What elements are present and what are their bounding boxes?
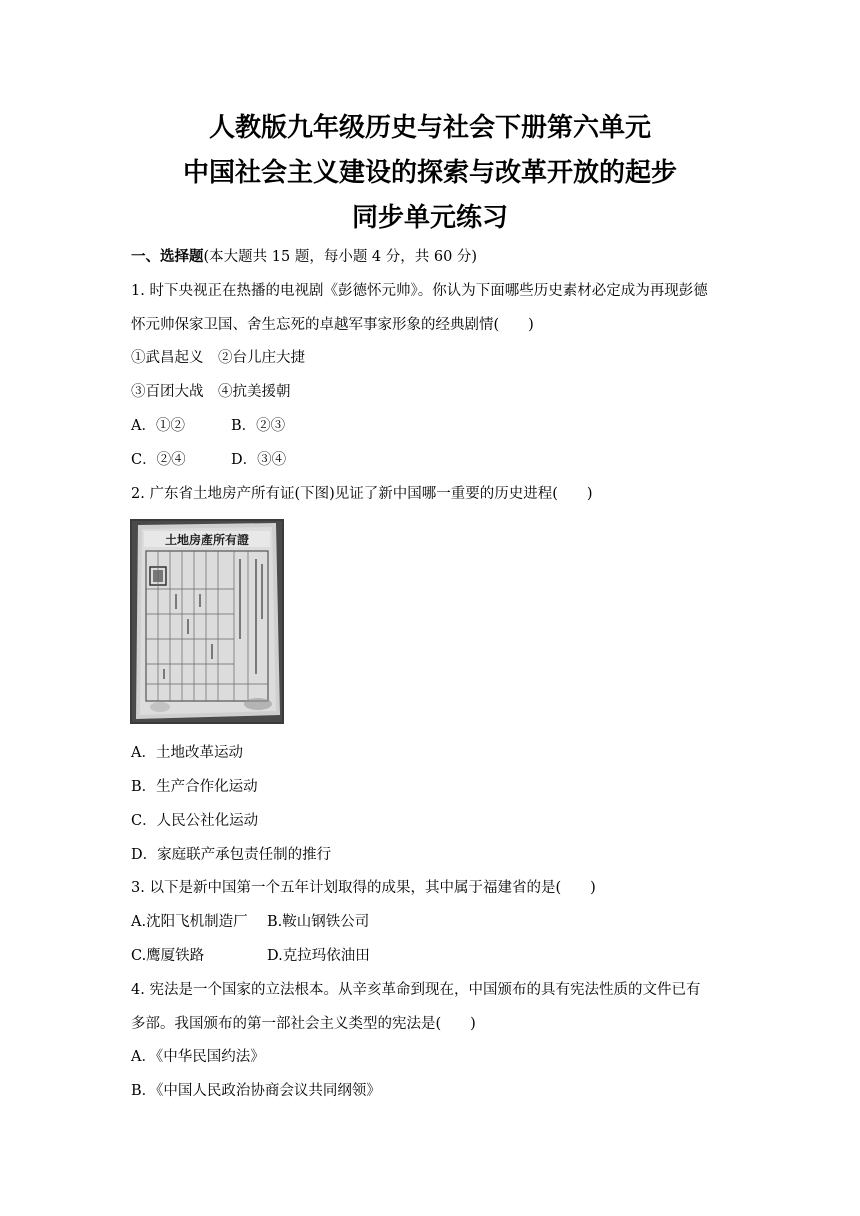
q2-option-c: C．人民公社化运动 [131, 813, 259, 829]
q4-option-b: B．《中国人民政治协商会议共同纲领》 [131, 1083, 381, 1099]
q3-option-b: B.鞍山钢铁公司 [267, 914, 370, 930]
q4-option-a: A．《中华民国约法》 [131, 1049, 265, 1065]
q3-option-d: D.克拉玛依油田 [267, 948, 370, 964]
section-heading-note: (本大题共 15 题，每小题 4 分，共 60 分) [203, 249, 478, 265]
q1-option-a: A．①② [131, 418, 185, 434]
q2-option-d: D．家庭联产承包责任制的推行 [131, 847, 332, 863]
q2-stem: 2. 广东省土地房产所有证(下图)见证了新中国哪一重要的历史进程( ) [131, 486, 593, 502]
q1-options-row-2 [131, 450, 286, 470]
q3-option-a: A.沈阳飞机制造厂 [131, 914, 248, 930]
certificate-caption: 土地房產所有證 [164, 533, 250, 547]
title-line-2: 中国社会主义建设的探索与改革开放的起步 [182, 158, 677, 188]
q3-options-row-2 [131, 946, 370, 966]
q4-stem-line-2: 多部。我国颁布的第一部社会主义类型的宪法是( ) [131, 1016, 476, 1032]
title-line-1: 人教版九年级历史与社会下册第六单元 [208, 113, 651, 143]
q1-materials-line-1: ①武昌起义 ②台儿庄大捷 [131, 350, 305, 366]
title-line-3: 同步单元练习 [351, 203, 508, 233]
q1-option-d: D．③④ [231, 452, 287, 468]
q1-option-c: C．②④ [131, 452, 186, 468]
land-certificate-photo [130, 519, 284, 724]
section-heading-label: 一、选择题 [131, 248, 204, 265]
section-heading [131, 247, 477, 267]
q1-option-b: B．②③ [231, 418, 286, 434]
q2-option-a: A．土地改革运动 [131, 745, 243, 761]
q3-option-c: C.鹰厦铁路 [131, 948, 205, 964]
q1-stem-line-2: 怀元帅保家卫国、舍生忘死的卓越军事家形象的经典剧情( ) [131, 317, 534, 333]
q1-options-row-1 [131, 416, 285, 436]
q2-option-b: B．生产合作化运动 [131, 779, 258, 795]
q1-stem-line-1: 1. 时下央视正在热播的电视剧《彭德怀元帅》。你认为下面哪些历史素材必定成为再现彭德 [131, 283, 708, 299]
q3-stem: 3. 以下是新中国第一个五年计划取得的成果，其中属于福建省的是( ) [131, 880, 596, 896]
q1-materials-line-2: ③百团大战 ④抗美援朝 [131, 384, 291, 400]
q3-options-row-1 [131, 912, 369, 932]
q4-stem-line-1: 4. 宪法是一个国家的立法根本。从辛亥革命到现在，中国颁布的具有宪法性质的文件已有 [131, 982, 701, 998]
